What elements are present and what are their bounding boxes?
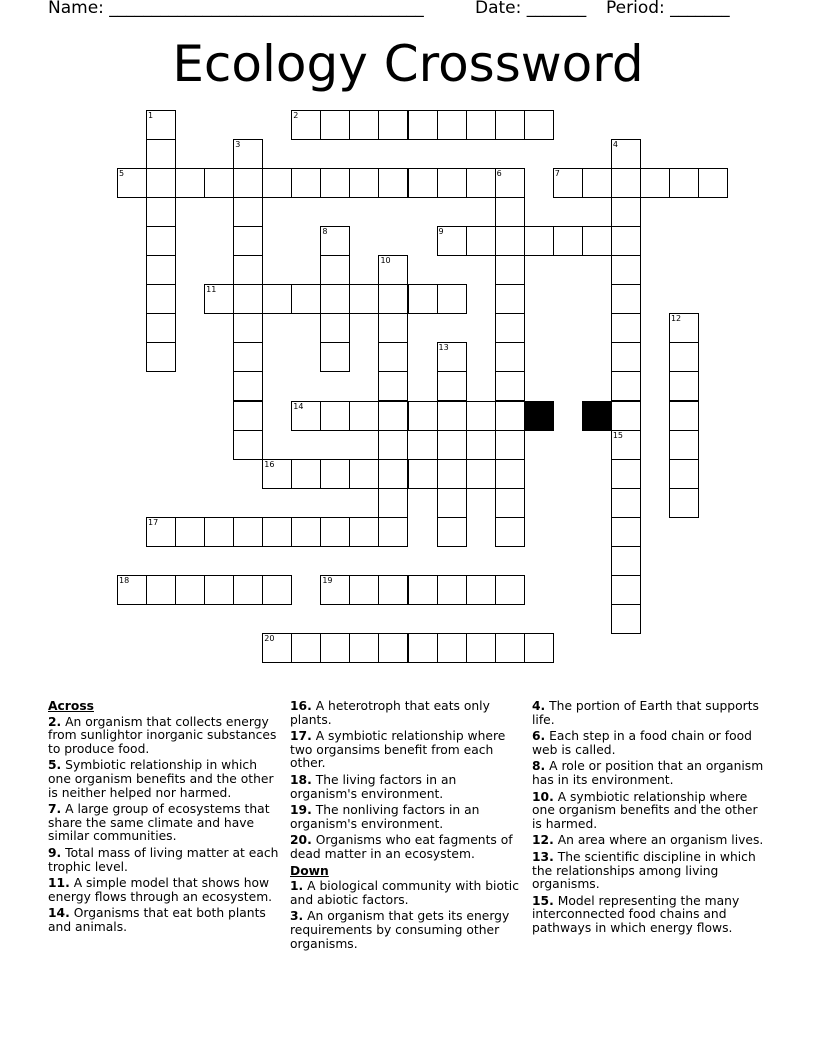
answer-cell[interactable] <box>291 168 321 198</box>
answer-cell[interactable] <box>320 255 350 285</box>
answer-cell[interactable] <box>146 168 176 198</box>
answer-cell[interactable] <box>320 110 350 140</box>
clue-number: 14. <box>48 906 70 921</box>
clue-text: Organisms that eat both plants and animals. <box>48 906 266 934</box>
black-cell <box>582 401 612 431</box>
answer-cell[interactable] <box>349 168 379 198</box>
answer-cell[interactable] <box>233 226 263 256</box>
answer-cell[interactable] <box>408 401 438 431</box>
answer-cell[interactable] <box>466 633 496 663</box>
answer-cell[interactable] <box>611 371 641 401</box>
answer-cell[interactable] <box>233 342 263 372</box>
answer-cell[interactable] <box>611 342 641 372</box>
clue-number: 7. <box>48 802 62 817</box>
answer-cell[interactable] <box>466 575 496 605</box>
answer-cell[interactable] <box>378 401 408 431</box>
answer-cell[interactable] <box>233 430 263 460</box>
answer-cell[interactable] <box>320 168 350 198</box>
answer-cell[interactable] <box>320 517 350 547</box>
answer-cell[interactable] <box>611 517 641 547</box>
clue-number-2: 2 <box>293 111 299 120</box>
answer-cell[interactable] <box>233 575 263 605</box>
answer-cell[interactable] <box>495 197 525 227</box>
answer-cell[interactable] <box>146 575 176 605</box>
clue-number-17: 17 <box>148 517 159 527</box>
down-clue <box>532 700 768 727</box>
answer-cell[interactable] <box>437 284 467 314</box>
answer-cell[interactable] <box>146 313 176 343</box>
clue-number-1: 1 <box>148 111 154 120</box>
across-clue <box>290 804 522 831</box>
answer-cell[interactable] <box>495 255 525 285</box>
answer-cell[interactable] <box>495 430 525 460</box>
clue-text: A symbiotic relationship where two organsims benefit from each other. <box>290 729 506 771</box>
answer-cell[interactable] <box>495 575 525 605</box>
clue-text: Total mass of living matter at each trophic level. <box>48 845 279 874</box>
answer-cell[interactable] <box>495 342 525 372</box>
answer-cell[interactable] <box>291 284 321 314</box>
clue-number-19: 19 <box>322 575 333 585</box>
answer-cell[interactable] <box>669 430 699 460</box>
answer-cell[interactable] <box>349 459 379 489</box>
answer-cell[interactable] <box>698 168 728 198</box>
clue-number: 6. <box>532 729 546 744</box>
across-clue <box>290 774 522 801</box>
answer-cell[interactable] <box>204 517 234 547</box>
answer-cell[interactable] <box>611 284 641 314</box>
answer-cell[interactable] <box>378 575 408 605</box>
clue-number-4: 4 <box>612 140 618 150</box>
answer-cell[interactable] <box>175 168 205 198</box>
answer-cell[interactable] <box>437 633 467 663</box>
answer-cell[interactable] <box>408 110 438 140</box>
answer-cell[interactable] <box>320 342 350 372</box>
answer-cell[interactable] <box>553 226 583 256</box>
black-cell <box>524 401 554 431</box>
answer-cell[interactable] <box>204 168 234 198</box>
answer-cell[interactable] <box>466 401 496 431</box>
clue-number: 10. <box>532 789 554 804</box>
clue-text: A large group of ecosystems that share the same climate and have similar communities. <box>48 802 270 844</box>
answer-cell[interactable] <box>408 633 438 663</box>
answer-cell[interactable] <box>466 168 496 198</box>
answer-cell[interactable] <box>233 517 263 547</box>
answer-cell[interactable] <box>262 168 292 198</box>
clue-number: 16. <box>290 699 312 713</box>
answer-cell[interactable] <box>320 313 350 343</box>
answer-cell[interactable] <box>378 342 408 372</box>
answer-cell[interactable] <box>611 488 641 518</box>
answer-cell[interactable] <box>291 633 321 663</box>
answer-cell[interactable] <box>495 401 525 431</box>
clue-number-15: 15 <box>612 430 624 440</box>
down-clue <box>290 910 522 951</box>
answer-cell[interactable] <box>378 313 408 343</box>
across-clue <box>48 907 280 934</box>
answer-cell[interactable] <box>611 546 641 576</box>
answer-cell[interactable] <box>611 313 641 343</box>
answer-cell[interactable] <box>495 488 525 518</box>
clue-text: The scientific discipline in which the relationships among living organisms. <box>532 849 756 892</box>
clue-text: The nonliving factors in an organism's environment. <box>290 803 480 831</box>
answer-cell[interactable] <box>320 633 350 663</box>
answer-cell[interactable] <box>378 284 408 314</box>
across-clue <box>48 803 280 844</box>
clue-text: A role or position that an organism has in its environment. <box>532 759 764 787</box>
answer-cell[interactable] <box>146 255 176 285</box>
answer-cell[interactable] <box>320 401 350 431</box>
clues-column-2 <box>290 700 522 954</box>
clue-text: A heterotroph that eats only plants. <box>290 699 490 727</box>
answer-cell[interactable] <box>524 226 554 256</box>
answer-cell[interactable] <box>437 488 467 518</box>
answer-cell[interactable] <box>611 459 641 489</box>
answer-cell[interactable] <box>466 459 496 489</box>
answer-cell[interactable] <box>466 110 496 140</box>
answer-cell[interactable] <box>349 284 379 314</box>
clue-number-8: 8 <box>322 227 328 237</box>
clue-number: 2. <box>48 714 62 729</box>
clue-text: The living factors in an organism's environment. <box>290 772 457 801</box>
answer-cell[interactable] <box>495 371 525 401</box>
clue-text: A simple model that shows how energy flows through an ecosystem. <box>48 876 273 904</box>
answer-cell[interactable] <box>466 226 496 256</box>
clue-text: An organism that collects energy from sunlightor inorganic substances to produce food. <box>48 714 277 756</box>
answer-cell[interactable] <box>146 226 176 256</box>
answer-cell[interactable] <box>378 459 408 489</box>
clue-number-7: 7 <box>554 169 560 179</box>
clue-number-18: 18 <box>119 575 130 585</box>
answer-cell[interactable] <box>582 226 612 256</box>
answer-cell[interactable] <box>669 168 699 198</box>
clue-number: 15. <box>532 893 554 908</box>
clue-text: Each step in a food chain or food web is called. <box>532 729 752 757</box>
answer-cell[interactable] <box>233 197 263 227</box>
answer-cell[interactable] <box>669 488 699 518</box>
clue-text: An organism that gets its energy requirements by consuming other organisms. <box>290 909 510 951</box>
clue-number-14: 14 <box>293 401 304 411</box>
answer-cell[interactable] <box>349 401 379 431</box>
clue-number-12: 12 <box>670 314 682 324</box>
answer-cell[interactable] <box>669 401 699 431</box>
answer-cell[interactable] <box>349 633 379 663</box>
across-clue <box>290 700 522 727</box>
answer-cell[interactable] <box>437 371 467 401</box>
answer-cell[interactable] <box>669 459 699 489</box>
answer-cell[interactable] <box>437 575 467 605</box>
answer-cell[interactable] <box>495 459 525 489</box>
clue-text: Symbiotic relationship in which one organism benefits and the other is neither helped nor harmed. <box>48 758 274 800</box>
answer-cell[interactable] <box>320 459 350 489</box>
answer-cell[interactable] <box>495 226 525 256</box>
clue-text: The portion of Earth that supports life. <box>532 699 759 727</box>
answer-cell[interactable] <box>349 575 379 605</box>
answer-cell[interactable] <box>611 604 641 634</box>
answer-cell[interactable] <box>262 575 292 605</box>
answer-cell[interactable] <box>437 110 467 140</box>
answer-cell[interactable] <box>495 284 525 314</box>
clue-text: Organisms who eat fagments of dead matter in an ecosystem. <box>290 833 513 861</box>
answer-cell[interactable] <box>146 284 176 314</box>
answer-cell[interactable] <box>378 110 408 140</box>
down-clue <box>532 760 768 787</box>
clue-number: 4. <box>532 699 546 713</box>
answer-cell[interactable] <box>408 575 438 605</box>
answer-cell[interactable] <box>640 168 670 198</box>
across-clue <box>48 759 280 800</box>
clue-number: 3. <box>290 909 304 924</box>
answer-cell[interactable] <box>262 517 292 547</box>
answer-cell[interactable] <box>611 575 641 605</box>
clue-number-3: 3 <box>235 140 241 150</box>
answer-cell[interactable] <box>233 168 263 198</box>
across-heading: Across <box>48 699 94 713</box>
answer-cell[interactable] <box>233 313 263 343</box>
page-title: Ecology Crossword <box>172 35 644 93</box>
answer-cell[interactable] <box>233 284 263 314</box>
answer-cell[interactable] <box>378 488 408 518</box>
clue-number-9: 9 <box>438 227 444 237</box>
name-field-label: Name: _____________________________________ <box>48 0 424 18</box>
answer-cell[interactable] <box>611 168 641 198</box>
down-clue <box>532 791 768 832</box>
down-clue <box>532 895 768 936</box>
clue-number: 8. <box>532 759 546 774</box>
clue-number-10: 10 <box>380 256 391 266</box>
clue-number: 12. <box>532 833 554 848</box>
down-clue <box>290 880 522 907</box>
clue-number: 19. <box>290 803 312 818</box>
answer-cell[interactable] <box>611 401 641 431</box>
answer-cell[interactable] <box>437 459 467 489</box>
clue-number: 9. <box>48 845 62 860</box>
answer-cell[interactable] <box>524 110 554 140</box>
answer-cell[interactable] <box>495 313 525 343</box>
answer-cell[interactable] <box>611 197 641 227</box>
period-field-label: Period: _______ <box>606 0 730 18</box>
answer-cell[interactable] <box>408 459 438 489</box>
answer-cell[interactable] <box>495 633 525 663</box>
clue-text: A symbiotic relationship where one organism benefits and the other is harmed. <box>532 789 758 831</box>
across-clue <box>48 847 280 874</box>
answer-cell[interactable] <box>233 371 263 401</box>
across-clue <box>48 877 280 904</box>
answer-cell[interactable] <box>669 371 699 401</box>
across-clue <box>290 834 522 861</box>
answer-cell[interactable] <box>437 168 467 198</box>
answer-cell[interactable] <box>233 401 263 431</box>
clue-number: 1. <box>290 879 304 894</box>
clue-number: 13. <box>532 849 554 864</box>
across-clue <box>48 716 280 757</box>
answer-cell[interactable] <box>146 342 176 372</box>
answer-cell[interactable] <box>146 197 176 227</box>
down-clue <box>532 851 768 892</box>
clue-text: An area where an organism lives. <box>553 833 764 848</box>
answer-cell[interactable] <box>291 459 321 489</box>
answer-cell[interactable] <box>378 517 408 547</box>
answer-cell[interactable] <box>582 168 612 198</box>
answer-cell[interactable] <box>204 575 234 605</box>
clues-column-3 <box>532 700 768 939</box>
answer-cell[interactable] <box>669 342 699 372</box>
clue-number: 5. <box>48 758 62 773</box>
date-field-label: Date: _______ <box>475 0 587 18</box>
answer-cell[interactable] <box>611 255 641 285</box>
across-clue <box>290 730 522 771</box>
answer-cell[interactable] <box>495 110 525 140</box>
clues-column-1 <box>48 700 280 938</box>
answer-cell[interactable] <box>320 284 350 314</box>
clue-number: 17. <box>290 729 312 744</box>
answer-cell[interactable] <box>378 430 408 460</box>
clue-number: 20. <box>290 833 312 848</box>
answer-cell[interactable] <box>437 401 467 431</box>
answer-cell[interactable] <box>146 139 176 169</box>
clue-number: 18. <box>290 772 312 787</box>
clue-number: 11. <box>48 876 70 891</box>
answer-cell[interactable] <box>349 517 379 547</box>
clue-number-11: 11 <box>206 285 217 295</box>
down-heading: Down <box>290 863 329 878</box>
clue-text: Model representing the many interconnected food chains and pathways in which energy flows. <box>532 893 740 935</box>
answer-cell[interactable] <box>175 575 205 605</box>
down-clue <box>532 834 768 848</box>
clue-number-20: 20 <box>264 633 275 643</box>
clue-number-13: 13 <box>438 343 449 353</box>
answer-cell[interactable] <box>495 517 525 547</box>
answer-cell[interactable] <box>291 517 321 547</box>
answer-cell[interactable] <box>408 284 438 314</box>
clue-number-16: 16 <box>264 459 275 469</box>
answer-cell[interactable] <box>378 371 408 401</box>
clue-number-6: 6 <box>496 169 502 179</box>
answer-cell[interactable] <box>437 430 467 460</box>
answer-cell[interactable] <box>233 255 263 285</box>
answer-cell[interactable] <box>524 633 554 663</box>
clue-text: A biological community with biotic and abiotic factors. <box>290 879 519 907</box>
answer-cell[interactable] <box>408 168 438 198</box>
down-clue <box>532 730 768 757</box>
answer-cell[interactable] <box>262 284 292 314</box>
answer-cell[interactable] <box>175 517 205 547</box>
clue-number-5: 5 <box>119 169 125 179</box>
answer-cell[interactable] <box>611 226 641 256</box>
answer-cell[interactable] <box>378 168 408 198</box>
answer-cell[interactable] <box>437 517 467 547</box>
answer-cell[interactable] <box>349 110 379 140</box>
answer-cell[interactable] <box>378 633 408 663</box>
